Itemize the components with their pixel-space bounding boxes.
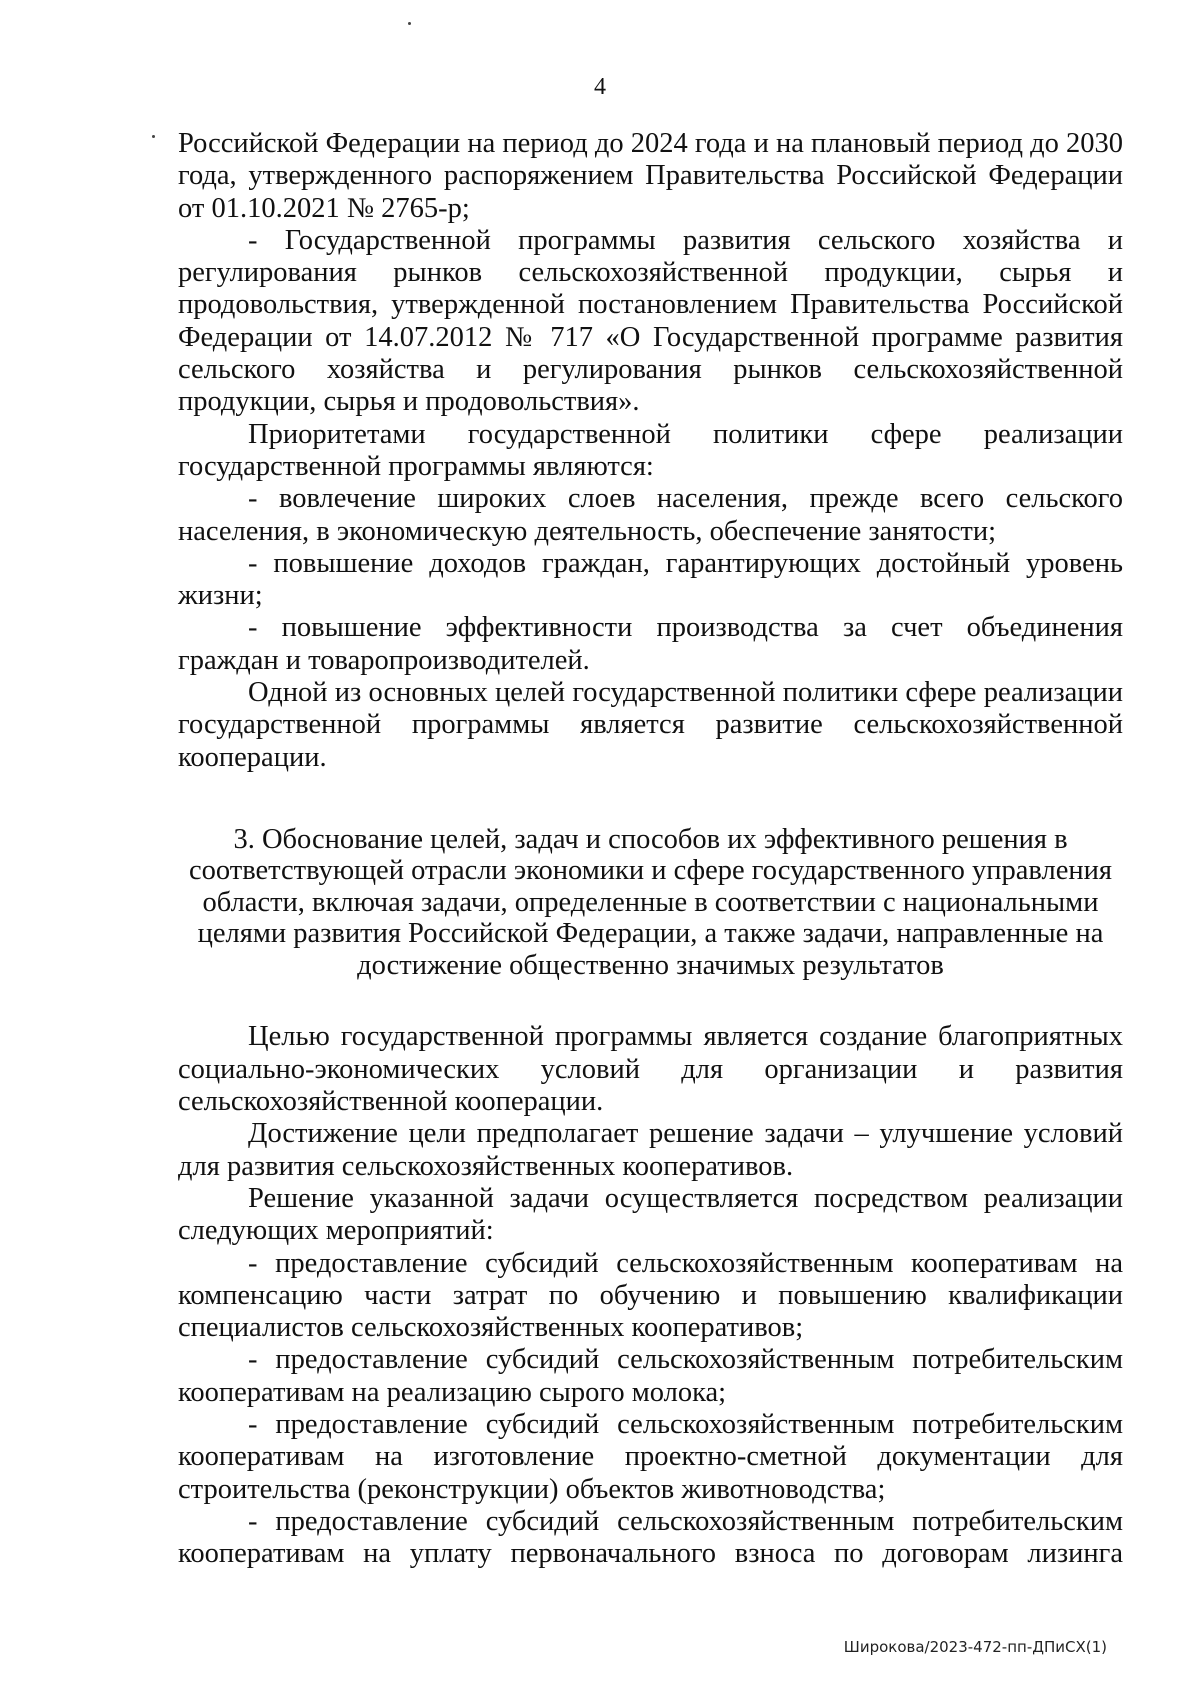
document-stamp: Широкова/2023-472-пп-ДПиСХ(1) [843, 1638, 1107, 1656]
list-item: - предоставление субсидий сельскохозяйственным потребительским кооперативам на изготовление проектно-сметной документации для строительства (реконструкции) объектов животноводства; [178, 1409, 1123, 1505]
scan-speck [152, 135, 155, 138]
list-item: - предоставление субсидий сельскохозяйственным потребительским кооперативам на уплату первоначального взноса по договорам лизинга [178, 1505, 1123, 1570]
list-item: - предоставление субсидий сельскохозяйственным кооперативам на компенсацию части затрат по обучению и повышению квалификации специалистов сельскохозяйственных кооперативов; [178, 1247, 1123, 1344]
scan-speck [408, 22, 411, 25]
paragraph: - Государственной программы развития сельского хозяйства и регулирования рынков сельскохозяйственной продукции, сырья и продовольствия, утвержденной постановлением Правительства Российской Федерации от 14.07.2012 № 717 «О Государственной программе развития сельского хозяйства и регулирования рынков сельскохозяйственной продукции, сырья и продовольствия». [178, 224, 1123, 418]
list-item: - предоставление субсидий сельскохозяйственным потребительским кооперативам на реализацию сырого молока; [178, 1344, 1123, 1408]
paragraph: Российской Федерации на период до 2024 года и на плановый период до 2030 года, утвержденного распоряжением Правительства Российской Федерации от 01.10.2021 № 2765-р; [178, 128, 1123, 224]
paragraph: Решение указанной задачи осуществляется посредством реализации следующих мероприятий: [178, 1182, 1123, 1247]
list-item: - повышение доходов граждан, гарантирующих достойный уровень жизни; [178, 547, 1123, 612]
paragraph: Достижение цели предполагает решение задачи – улучшение условий для развития сельскохозяйственных кооперативов. [178, 1118, 1123, 1182]
paragraph: Приоритетами государственной политики сфере реализации государственной программы являются: [178, 418, 1123, 482]
paragraph: Одной из основных целей государственной политики сфере реализации государственной программы является развитие сельскохозяйственной кооперации. [178, 677, 1123, 773]
paragraph: Целью государственной программы является создание благоприятных социально-экономических условий для организации и развития сельскохозяйственной кооперации. [178, 1021, 1123, 1118]
list-item: - повышение эффективности производства за счет объединения граждан и товаропроизводителей. [178, 612, 1123, 676]
document-body [178, 128, 1123, 1570]
list-item: - вовлечение широких слоев населения, прежде всего сельского населения, в экономическую деятельность, обеспечение занятости; [178, 483, 1123, 547]
page-number: 4 [594, 74, 606, 100]
section-heading: 3. Обоснование целей, задач и способов их эффективного решения в соответствующей отрасли экономики и сфере государственного управления области, включая задачи, определенные в соответствии с национальными целями развития Российской Федерации, а также задачи, направленные на достижение общественно значимых результатов [189, 823, 1112, 981]
